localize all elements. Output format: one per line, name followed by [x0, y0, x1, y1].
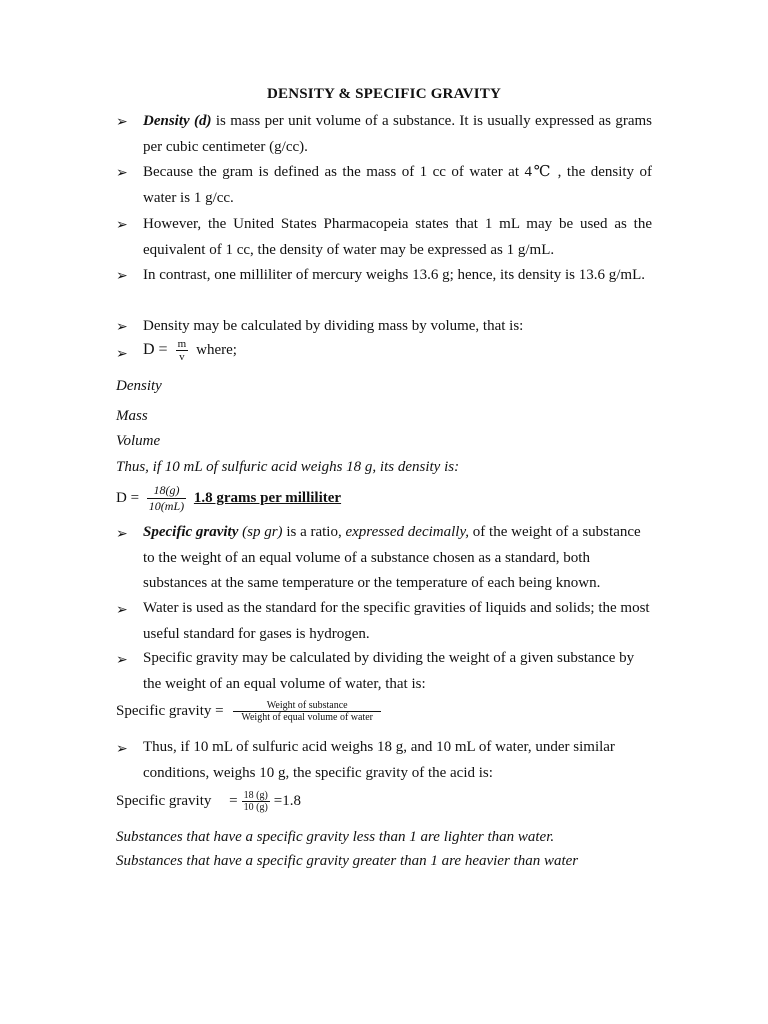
specific-gravity-example: Specific gravity = $\frac{18 (g)}{10 (g)}$ =1.8: [116, 790, 301, 813]
page-title: DENSITY & SPECIFIC GRAVITY: [267, 86, 501, 102]
bullet-icon: ➢: [116, 218, 128, 233]
bullet-icon: ➢: [116, 166, 128, 181]
bullet-mercury: In contrast, one milliliter of mercury weighs 13.6 g; hence, its density is 13.6 g/mL.: [143, 267, 645, 283]
formula-tail: where;: [196, 342, 237, 359]
bullet-specific-gravity-definition: Specific gravity (sp gr) is a ratio, expressed decimally, of the weight of a substance to the weight of an equal volume of a substance chosen as a standard, both substances at the same temperature or the temperature of each being known.: [143, 524, 641, 591]
bullet-usp-statement: However, the United States Pharmacopeia states that 1 mL may be used as the equivalent of 1 cc, the density of water may be expressed as 1 g/mL.: [143, 216, 652, 258]
closing-lighter: Substances that have a specific gravity less than 1 are lighter than water.: [116, 829, 555, 845]
fraction-m-over-v: $\frac{m}{v}$: [177, 338, 187, 363]
density-formula: [143, 338, 237, 363]
bullet-icon: ➢: [116, 527, 128, 542]
bullet-water-standard: Water is used as the standard for the specific gravities of liquids and solids; the most useful standard for gases is hydrogen.: [143, 600, 650, 642]
example-intro: Thus, if 10 mL of sulfuric acid weighs 18 g, its density is:: [116, 459, 460, 475]
bullet-gram-definition: Because the gram is defined as the mass of 1 cc of water at 4℃ , the density of water is 1 g/cc.: [143, 164, 652, 206]
bullet-density-definition: Density (d) is mass per unit volume of a substance. It is usually expressed as grams per cubic centimeter (g/cc).: [143, 113, 653, 155]
term-specific-gravity: Specific gravity: [143, 524, 239, 540]
bullet-icon: ➢: [116, 742, 128, 757]
bullet-icon: ➢: [116, 347, 128, 362]
bullet-icon: ➢: [116, 269, 128, 284]
formula-lhs: D =: [143, 341, 168, 359]
closing-heavier: Substances that have a specific gravity greater than 1 are heavier than water: [116, 853, 579, 869]
fraction-18g-over-10g: $\frac{18 (g)}{10 (g)}$: [243, 790, 268, 813]
formula-lhs: Specific gravity: [116, 792, 212, 809]
definition-volume: Volume: [116, 433, 161, 449]
bullet-sg-calc: Specific gravity may be calculated by dividing the weight of a given substance by the weight of an equal volume of water, that is:: [143, 650, 635, 692]
bullet-icon: ➢: [116, 603, 128, 618]
term-density: Density (d): [143, 113, 212, 129]
example-density-formula: [116, 483, 341, 514]
specific-gravity-formula: [116, 700, 381, 723]
formula-lhs: Specific gravity =: [116, 702, 224, 719]
definition-mass: Mass: [116, 408, 148, 424]
bullet-icon: ➢: [116, 320, 128, 335]
bullet-icon: ➢: [116, 653, 128, 668]
definition-density: Density: [116, 378, 162, 394]
formula-lhs: D =: [116, 489, 140, 506]
fraction-18g-over-10ml: $\frac{18(g)}{10(mL)}$: [148, 483, 185, 513]
example-result: 1.8 grams per milliliter: [193, 489, 342, 506]
bullet-density-calc: Density may be calculated by dividing mass by volume, that is:: [143, 318, 524, 334]
sg-result: =1.8: [273, 792, 301, 809]
bullet-icon: ➢: [116, 115, 128, 130]
fraction-weight-ratio: $\frac{\text{Weight of substance}}{\text{Weight of equal volume of water}}$: [233, 700, 381, 723]
bullet-sg-example: Thus, if 10 mL of sulfuric acid weighs 18 g, and 10 mL of water, under similar conditions, weighs 10 g, the specific gravity of the acid is:: [143, 739, 615, 781]
